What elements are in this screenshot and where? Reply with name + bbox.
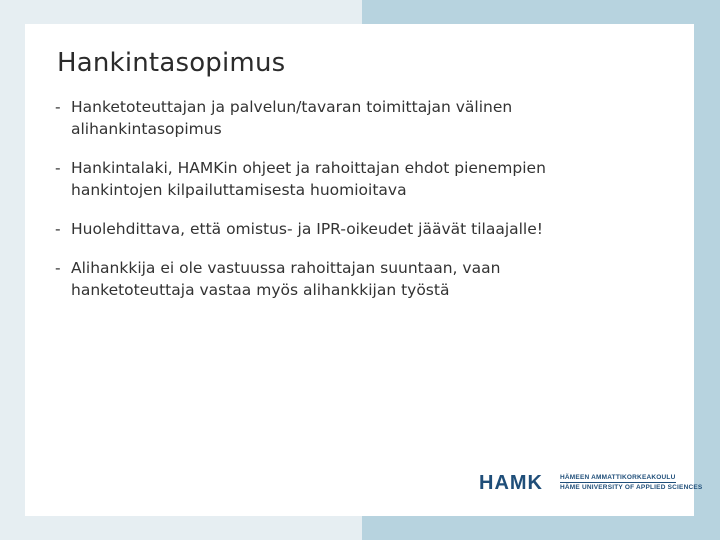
bullet-dash: - xyxy=(55,220,61,238)
logo-line-finnish: HÄMEEN AMMATTIKORKEAKOULU xyxy=(560,474,676,481)
logo-line-english: HÄME UNIVERSITY OF APPLIED SCIENCES xyxy=(560,484,703,491)
slide-title: Hankintasopimus xyxy=(57,48,286,78)
bullet-dash: - xyxy=(55,159,61,177)
bullet-text: Alihankkija ei ole vastuussa rahoittajan suuntaan, vaan hanketoteuttaja vastaa myös alihankkijan työstä xyxy=(71,259,501,299)
bullet-dash: - xyxy=(55,259,61,277)
logo-divider xyxy=(560,482,676,483)
hamk-logo xyxy=(479,464,703,498)
bullet-text: Hanketoteuttajan ja palvelun/tavaran toimittajan välinen alihankintasopimus xyxy=(71,98,513,138)
bullet-item xyxy=(55,218,615,240)
logo-wordmark: HAMK xyxy=(479,472,543,494)
bullet-text: Hankintalaki, HAMKin ohjeet ja rahoittajan ehdot pienempien hankintojen kilpailuttamisesta huomioitava xyxy=(71,159,546,199)
bullet-text: Huolehdittava, että omistus- ja IPR-oikeudet jäävät tilaajalle! xyxy=(71,220,543,238)
bullet-item xyxy=(55,96,615,140)
bullet-list xyxy=(55,96,615,318)
bullet-dash: - xyxy=(55,98,61,116)
bullet-item xyxy=(55,257,615,301)
slide-card xyxy=(25,24,703,516)
bullet-item xyxy=(55,157,615,201)
